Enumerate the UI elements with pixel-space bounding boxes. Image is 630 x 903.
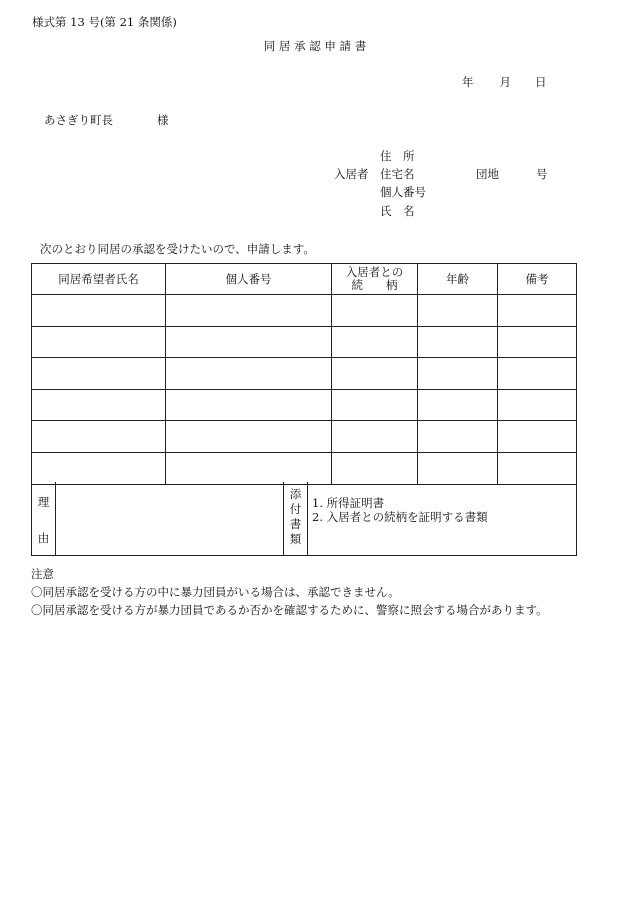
attachment-item: 1. 所得証明書 [312, 496, 385, 510]
cell-age[interactable] [418, 389, 498, 421]
occupant-address-label: 住 所 [380, 149, 415, 163]
application-statement: 次のとおり同居の承認を受けたいので、申請します。 [40, 242, 315, 256]
attachments-label-char: 類 [289, 532, 302, 546]
reason-label-char-2: 由 [37, 531, 50, 545]
reason-label-cell [32, 482, 56, 556]
header-relationship-line2: 続 柄 [351, 278, 398, 292]
attachments-list [308, 482, 577, 556]
cell-remarks[interactable] [498, 326, 577, 358]
cell-remarks[interactable] [498, 452, 577, 484]
cell-relationship[interactable] [332, 452, 418, 484]
addressee [44, 112, 169, 128]
table-row [32, 326, 577, 358]
reason-attachments-table [31, 482, 577, 556]
cell-remarks[interactable] [498, 389, 577, 421]
cell-relationship[interactable] [332, 326, 418, 358]
addressee-name: あさぎり町長 [44, 113, 113, 127]
cell-remarks[interactable] [498, 295, 577, 327]
cell-remarks[interactable] [498, 421, 577, 453]
reason-label-char-1: 理 [37, 495, 50, 509]
cell-name[interactable] [32, 358, 166, 390]
attachments-label-char: 添 [289, 487, 302, 501]
note-item: 〇同居承認を受ける方が暴力団員であるか否かを確認するために、警察に照会する場合があります。 [31, 603, 548, 617]
occupant-label: 入居者 [334, 167, 369, 181]
cell-age[interactable] [418, 452, 498, 484]
header-personal-number: 個人番号 [166, 264, 332, 295]
go-label: 号 [536, 167, 548, 181]
occupant-house-label: 住宅名 [380, 167, 415, 181]
header-cohabitant-name: 同居希望者氏名 [32, 264, 166, 295]
cell-relationship[interactable] [332, 421, 418, 453]
notes-title: 注意 [31, 567, 54, 581]
header-remarks: 備考 [498, 264, 577, 295]
occupant-name-label: 氏 名 [380, 204, 415, 218]
cell-age[interactable] [418, 295, 498, 327]
cell-age[interactable] [418, 358, 498, 390]
date-day-label: 日 [535, 75, 547, 89]
form-number: 様式第 13 号(第 21 条関係) [32, 15, 177, 29]
date-month-label: 月 [499, 75, 511, 89]
attachments-label-char: 書 [289, 517, 302, 531]
cell-name[interactable] [32, 452, 166, 484]
danchi-label: 団地 [476, 167, 499, 181]
cell-personal-number[interactable] [166, 295, 332, 327]
table-row [32, 358, 577, 390]
reason-field[interactable] [56, 482, 284, 556]
cell-relationship[interactable] [332, 358, 418, 390]
table-row [32, 452, 577, 484]
table-row [32, 295, 577, 327]
occupant-personal-number-label: 個人番号 [380, 185, 426, 199]
note-item: 〇同居承認を受ける方の中に暴力団員がいる場合は、承認できません。 [31, 585, 400, 599]
page-title: 同 居 承 認 申 請 書 [263, 39, 367, 53]
cell-personal-number[interactable] [166, 389, 332, 421]
cell-personal-number[interactable] [166, 452, 332, 484]
attachments-label [284, 482, 308, 556]
attachments-label-char: 付 [289, 502, 302, 516]
table-row [32, 389, 577, 421]
attachment-item: 2. 入居者との続柄を証明する書類 [312, 510, 488, 524]
cell-remarks[interactable] [498, 358, 577, 390]
date-line [462, 74, 547, 90]
cohabitant-table [31, 263, 577, 485]
cell-relationship[interactable] [332, 389, 418, 421]
table-row [32, 421, 577, 453]
header-relationship-line1: 入居者との [345, 265, 404, 279]
cell-age[interactable] [418, 421, 498, 453]
cell-personal-number[interactable] [166, 358, 332, 390]
addressee-honorific: 様 [157, 113, 169, 127]
cell-name[interactable] [32, 326, 166, 358]
date-year-label: 年 [462, 75, 474, 89]
cell-relationship[interactable] [332, 295, 418, 327]
header-age: 年齢 [418, 264, 498, 295]
cell-name[interactable] [32, 389, 166, 421]
header-relationship [332, 264, 418, 295]
cell-age[interactable] [418, 326, 498, 358]
cell-personal-number[interactable] [166, 326, 332, 358]
cell-personal-number[interactable] [166, 421, 332, 453]
cell-name[interactable] [32, 421, 166, 453]
table-header-row [32, 264, 577, 295]
cell-name[interactable] [32, 295, 166, 327]
